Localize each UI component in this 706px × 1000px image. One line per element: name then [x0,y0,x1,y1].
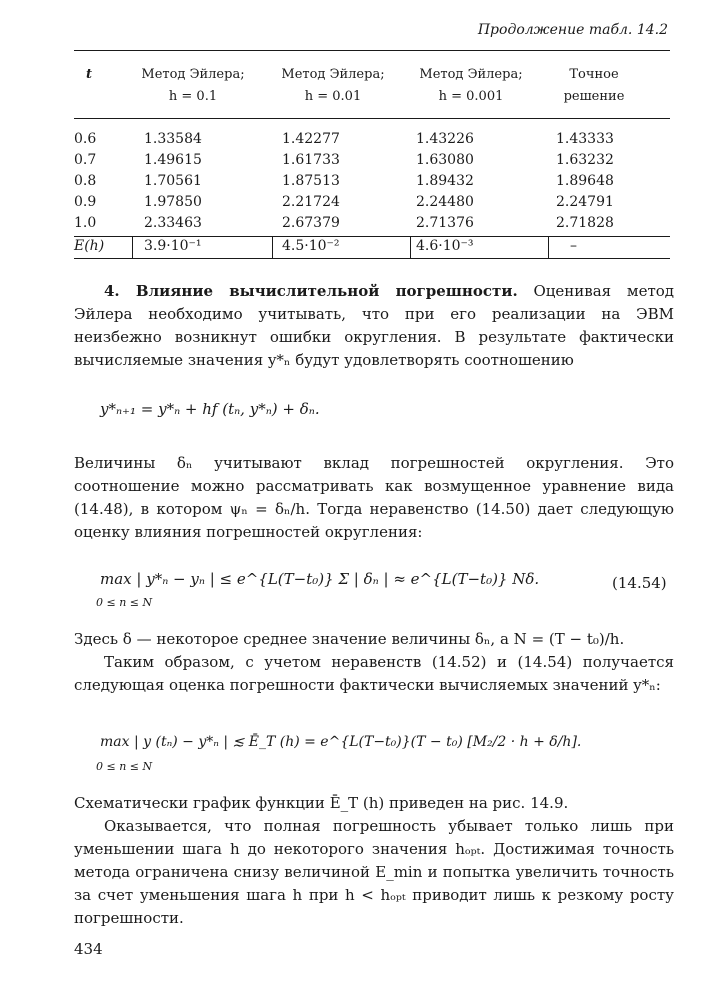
table-bottom-rule [74,258,670,259]
equation-number: (14.54) [612,574,667,592]
cell-euler-0-1: 1.97850 [144,194,202,210]
cell-error-0-001: 4.6·10⁻³ [416,238,474,254]
cell-euler-0-001: 1.63080 [416,152,474,168]
section-heading: 4. Влияние вычислительной погрешности. [104,282,518,300]
cell-euler-0-1: 2.33463 [144,215,202,231]
page-number: 434 [74,940,103,958]
formula-2: max | y*ₙ − yₙ | ≤ e^{L(T−t₀)} Σ | δₙ | ≈ e^{L(T−t₀)} Nδ. [100,570,540,588]
error-row-divider [132,237,133,258]
cell-euler-0-1: 1.70561 [144,173,202,189]
table-caption: Продолжение табл. 14.2 [477,22,668,38]
cell-euler-0-001: 1.89432 [416,173,474,189]
cell-exact: 2.71828 [556,215,614,231]
formula-2-subscript: 0 ≤ n ≤ N [96,596,153,609]
cell-euler-0-01: 1.87513 [282,173,340,189]
cell-error-0-1: 3.9·10⁻¹ [144,238,202,254]
cell-error-label: E(h) [74,238,105,254]
cell-euler-0-001: 2.71376 [416,215,474,231]
cell-t: 0.7 [74,152,97,168]
error-row-divider [548,237,549,258]
paragraph-6: Оказывается, что полная погрешность убывает только лишь при уменьшении шага h до некоторого значения hₒₚₜ. Достижимая точность метода ограничена снизу величиной E_min и попытка увеличить точность за счет уменьшения шага h при h < hₒₚₜ приводит лишь к резкому росту погрешности. [74,817,674,927]
header-euler-0-001: Метод Эйлера; h = 0.001 [419,67,523,104]
formula-3-subscript: 0 ≤ n ≤ N [96,760,153,773]
cell-t: 0.9 [74,194,97,210]
cell-euler-0-1: 1.33584 [144,131,202,147]
error-row-divider [410,237,411,258]
cell-euler-0-01: 2.67379 [282,215,340,231]
table-header-rule [74,118,670,119]
cell-exact: 1.43333 [556,131,614,147]
header-exact: Точное решение [563,67,625,104]
cell-euler-0-001: 2.24480 [416,194,474,210]
cell-error-0-01: 4.5·10⁻² [282,238,340,254]
cell-exact: 1.63232 [556,152,614,168]
header-t: t [85,67,92,82]
cell-euler-0-1: 1.49615 [144,152,202,168]
table-top-rule [74,50,670,51]
cell-t: 0.6 [74,131,97,147]
paragraph-2: Величины δₙ учитывают вклад погрешностей округления. Это соотношение можно рассматривать как возмущенное уравнение вида (14.48), в котором ψₙ = δₙ/h. Тогда неравенство (14.50) дает следующую оценку влияния погрешностей округления: [74,454,674,541]
formula-1: y*ₙ₊₁ = y*ₙ + hf (tₙ, y*ₙ) + δₙ. [100,400,320,418]
cell-euler-0-01: 2.21724 [282,194,340,210]
cell-euler-0-01: 1.42277 [282,131,340,147]
paragraph-4: Таким образом, с учетом неравенств (14.52) и (14.54) получается следующая оценка погрешности фактически вычисляемых значений y*ₙ: [74,653,674,694]
header-euler-0-01: Метод Эйлера; h = 0.01 [281,67,385,104]
cell-error-exact: – [570,238,577,254]
paragraph-1-text: Оценивая метод Эйлера необходимо учитывать, что при его реализации на ЭВМ неизбежно возникнут ошибки округления. В результате фактически вычисляемые значения y*ₙ будут удовлетворять соотношению [74,282,675,369]
table-error-rule [74,236,670,237]
error-row-divider [272,237,273,258]
paragraph-5: Схематически график функции Ē_T (h) приведен на рис. 14.9. [74,794,569,812]
header-euler-0-1: Метод Эйлера; h = 0.1 [141,67,245,104]
paragraph-1 [74,280,674,372]
cell-exact: 2.24791 [556,194,614,210]
cell-exact: 1.89648 [556,173,614,189]
cell-euler-0-01: 1.61733 [282,152,340,168]
cell-t: 1.0 [74,215,97,231]
cell-euler-0-001: 1.43226 [416,131,474,147]
paragraph-3: Здесь δ — некоторое среднее значение величины δₙ, а N = (T − t₀)/h. [74,630,625,648]
formula-3: max | y (tₙ) − y*ₙ | ≲ Ē_T (h) = e^{L(T−t₀)}(T − t₀) [M₂/2 · h + δ/h]. [100,734,582,750]
cell-t: 0.8 [74,173,97,189]
